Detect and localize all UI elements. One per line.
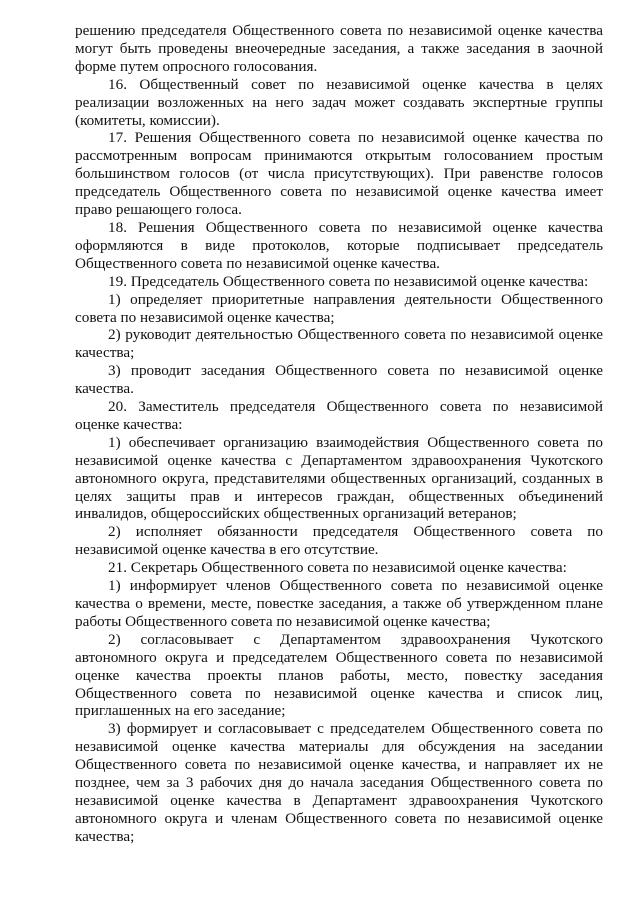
paragraph-item-19-1: 1) определяет приоритетные направления деятельности Общественного совета по независимой оценке качества;	[75, 290, 603, 326]
paragraph-item-17: 17. Решения Общественного совета по независимой оценке качества по рассмотренным вопросам принимаются открытым голосованием простым большинством голосов (от числа присутствующих). При равенстве голосов председатель Общественного совета по независимой оценке качества имеет право решающего голоса.	[75, 129, 603, 219]
paragraph-item-20-1: 1) обеспечивает организацию взаимодействия Общественного совета по независимой оценке качества с Департаментом здравоохранения Чукотского автономного округа, представителями общественных организаций, созданных в целях защиты прав и интересов граждан, общественных объединений инвалидов, общероссийских общественных организаций ветеранов;	[75, 433, 603, 523]
paragraph-item-21: 21. Секретарь Общественного совета по независимой оценке качества:	[108, 559, 567, 577]
paragraph-item-19: 19. Председатель Общественного совета по независимой оценке качества:	[108, 272, 589, 290]
document-page	[75, 22, 603, 846]
paragraph-item-19-2: 2) руководит деятельностью Общественного совета по независимой оценке качества;	[75, 326, 603, 362]
paragraph-item-21-2: 2) согласовывает с Департаментом здравоохранения Чукотского автономного округа и председателем Общественного совета по независимой оценке качества проекты планов работы, место, повестку заседания Общественного совета по независимой оценке качества и список лиц, приглашенных на его заседание;	[75, 630, 603, 720]
paragraph-item-21-3: 3) формирует и согласовывает с председателем Общественного совета по независимой оценке качества материалы для обсуждения на заседании Общественного совета по независимой оценке качества, и направляет их не позднее, чем за 3 рабочих дня до начала заседания Общественного совета по независимой оценке качества в Департамент здравоохранения Чукотского автономного округа и членам Общественного совета по независимой оценке качества;	[75, 720, 603, 845]
paragraph-item-19-3: 3) проводит заседания Общественного совета по независимой оценке качества.	[75, 362, 603, 398]
paragraph-item-20-2: 2) исполняет обязанности председателя Общественного совета по независимой оценке качества в его отсутствие.	[75, 523, 603, 559]
paragraph-item-18: 18. Решения Общественного совета по независимой оценке качества оформляются в виде протоколов, которые подписывает председатель Общественного совета по независимой оценке качества.	[75, 218, 603, 272]
paragraph-continuation: решению председателя Общественного совета по независимой оценке качества могут быть проведены внеочередные заседания, а также заседания в заочной форме путем опросного голосования.	[75, 22, 603, 75]
paragraph-item-21-1: 1) информирует членов Общественного совета по независимой оценке качества о времени, месте, повестке заседания, а также об утвержденном плане работы Общественного совета по независимой оценке качества;	[75, 577, 603, 630]
paragraph-item-16: 16. Общественный совет по независимой оценке качества в целях реализации возложенных на него задач может создавать экспертные группы (комитеты, комиссии).	[75, 75, 603, 129]
paragraph-item-20: 20. Заместитель председателя Общественного совета по независимой оценке качества:	[75, 398, 603, 433]
